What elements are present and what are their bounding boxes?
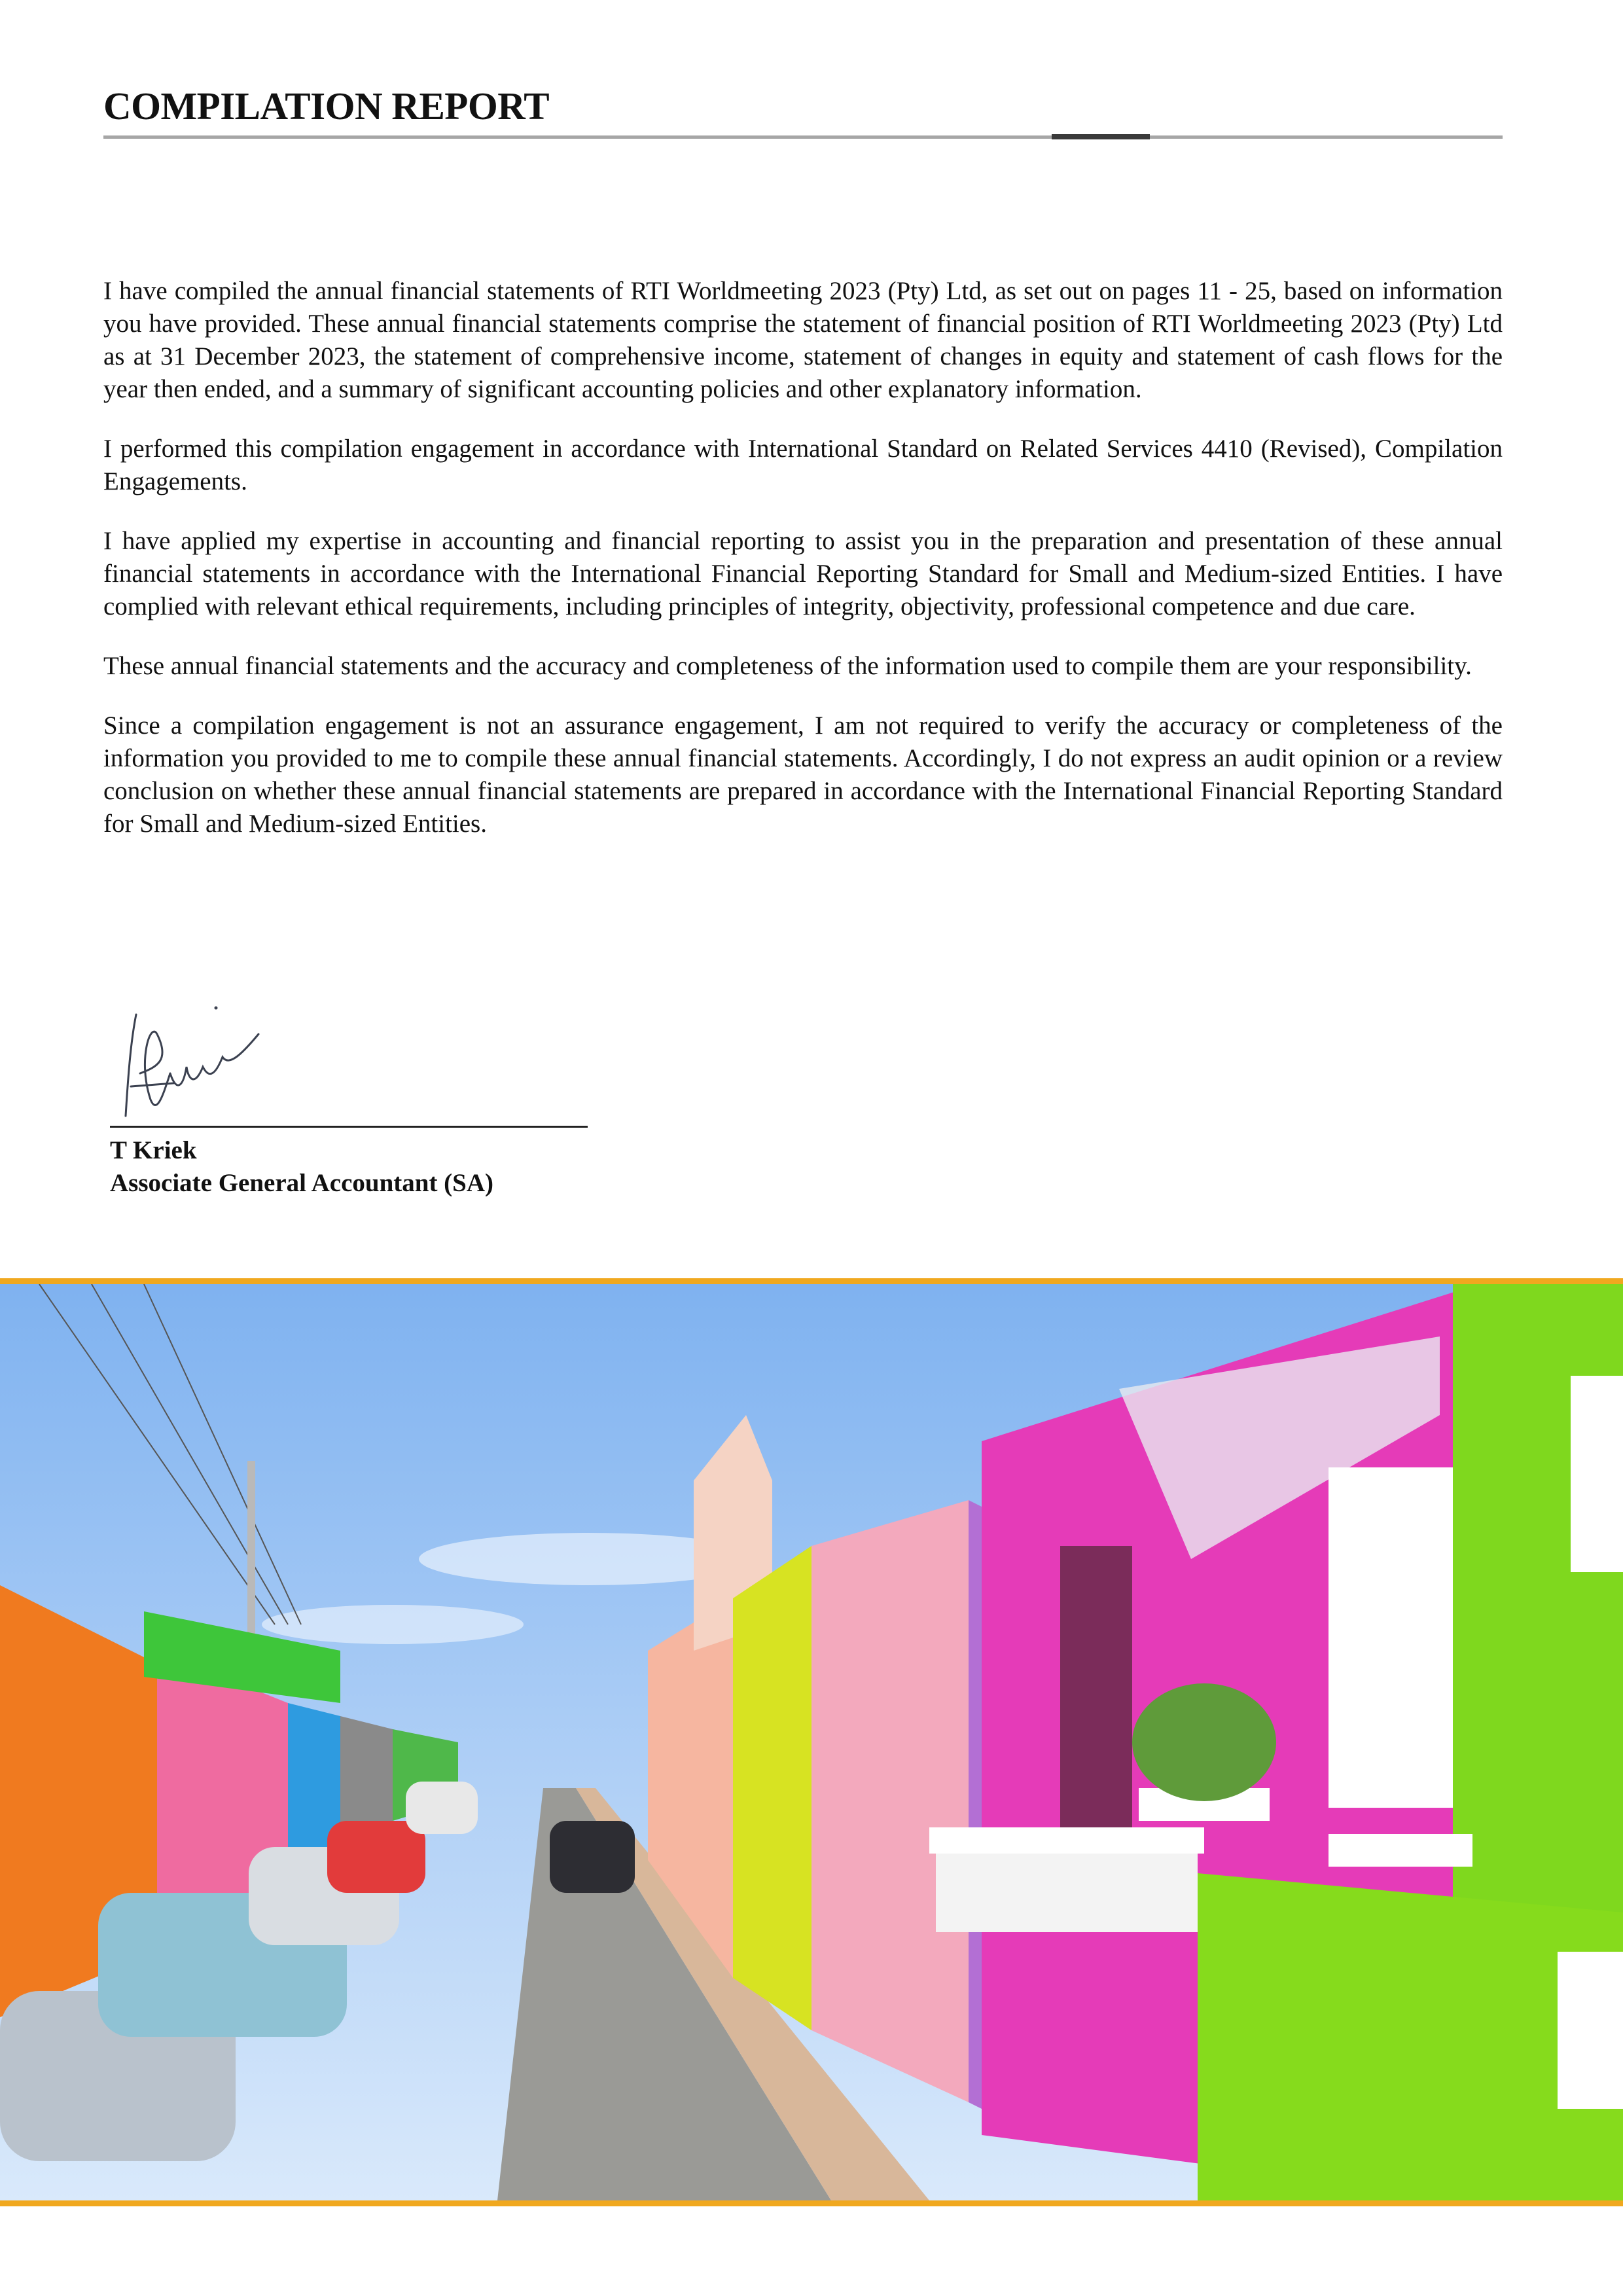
house-light-pink xyxy=(812,1500,969,2102)
signature-line xyxy=(110,1126,588,1128)
paragraph-no-assurance: Since a compilation engagement is not an assurance engagement, I am not required to verify the accuracy or completeness of the information you provided to me to compile these annual financial statements. Accordingly, I do not express an audit opinion or a review conclusion on whether these annual financial statements are prepared in accordance with the International Financial Reporting Standard for Small and Medium-sized Entities. xyxy=(103,711,1503,838)
handwritten-signature xyxy=(111,995,281,1126)
planter-right xyxy=(1329,1834,1472,1867)
balustrade-columns xyxy=(936,1854,1198,1932)
paragraph-expertise: I have applied my expertise in accounting and financial reporting to assist you in the preparation and presentation of these annual financial statements in accordance with the International Financial Reporting Standard for Small and Medium-sized Entities. I have complied with relevant ethical requirements, including principles of integrity, objectivity, professional competence and due care. xyxy=(103,527,1503,620)
balustrade xyxy=(929,1827,1204,1854)
colorful-houses-street-illustration xyxy=(0,1284,1623,2200)
house-yellow xyxy=(733,1546,812,2030)
heading-rule-accent xyxy=(1052,134,1150,139)
paragraph-compiled: I have compiled the annual financial statements of RTI Worldmeeting 2023 (Pty) Ltd, as set out on pages 11 - 25, based on information you have provided. These annual financial statements comprise the statement of financial position of RTI Worldmeeting 2023 (Pty) Ltd as at 31 December 2023, the statement of comprehensive income, statement of changes in equity and statement of cash flows for the year then ended, and a summary of significant accounting policies and other explanatory information. xyxy=(103,277,1503,403)
report-body xyxy=(103,275,1503,867)
lime-house-window xyxy=(1571,1376,1623,1572)
plant xyxy=(1132,1683,1276,1801)
car-small xyxy=(406,1782,478,1834)
heading-rule xyxy=(103,135,1503,139)
house-purple xyxy=(969,1500,982,2109)
car-dark xyxy=(550,1821,635,1893)
signer-title: Associate General Accountant (SA) xyxy=(110,1169,494,1197)
car-red xyxy=(327,1821,425,1893)
paragraph-responsibility: These annual financial statements and the accuracy and completeness of the information used to compile them are your responsibility. xyxy=(103,652,1472,680)
paragraph-engagement-standard: I performed this compilation engagement in accordance with International Standard on Related Services 4410 (Revised), Compilation Engagements. xyxy=(103,435,1503,495)
white-door xyxy=(1329,1467,1453,1808)
street-photo xyxy=(0,1278,1623,2206)
signer-name: T Kriek xyxy=(110,1136,197,1164)
barred-window xyxy=(1060,1546,1132,1847)
page-title: COMPILATION REPORT xyxy=(103,84,550,128)
balustrade-right xyxy=(1558,1952,1623,2109)
